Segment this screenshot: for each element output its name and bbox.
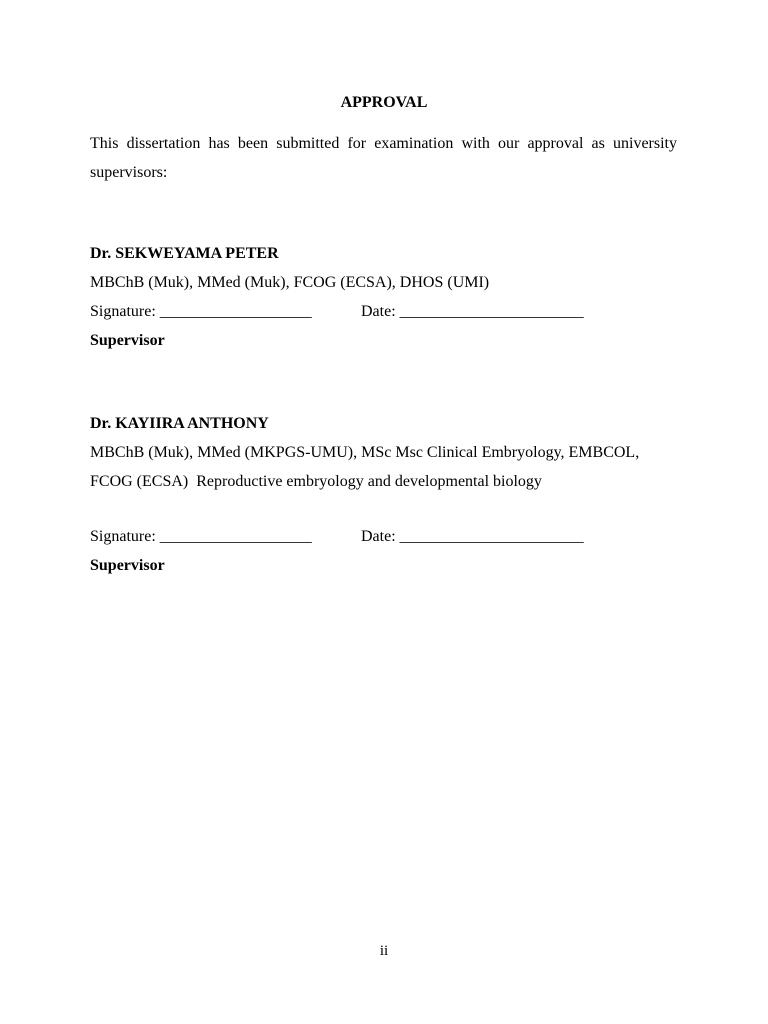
supervisor-1-date-field: Date: _______________________ (361, 303, 584, 320)
intro-paragraph: This dissertation has been submitted for examination with our approval as university supervisors: (90, 135, 677, 181)
supervisor-1-name: Dr. SEKWEYAMA PETER (90, 245, 279, 262)
supervisor-2-credentials-line-2: FCOG (ECSA) Reproductive embryology and developmental biology (90, 473, 542, 490)
supervisor-2-name: Dr. KAYIIRA ANTHONY (90, 415, 269, 432)
page-title: APPROVAL (340, 94, 428, 111)
supervisor-1-credentials: MBChB (Muk), MMed (Muk), FCOG (ECSA), DHOS (UMI) (90, 274, 490, 291)
supervisor-2-credentials-line-1: MBChB (Muk), MMed (MKPGS-UMU), MSc Msc Clinical Embryology, EMBCOL, (90, 444, 640, 461)
supervisor-1-signature-field: Signature: ___________________ (90, 303, 312, 320)
supervisor-2-date-field: Date: _______________________ (361, 528, 584, 545)
supervisor-2-signature-field: Signature: ___________________ (90, 528, 312, 545)
supervisor-1-role: Supervisor (90, 332, 165, 349)
supervisor-2-role: Supervisor (90, 557, 165, 574)
page-number: ii (379, 943, 389, 959)
